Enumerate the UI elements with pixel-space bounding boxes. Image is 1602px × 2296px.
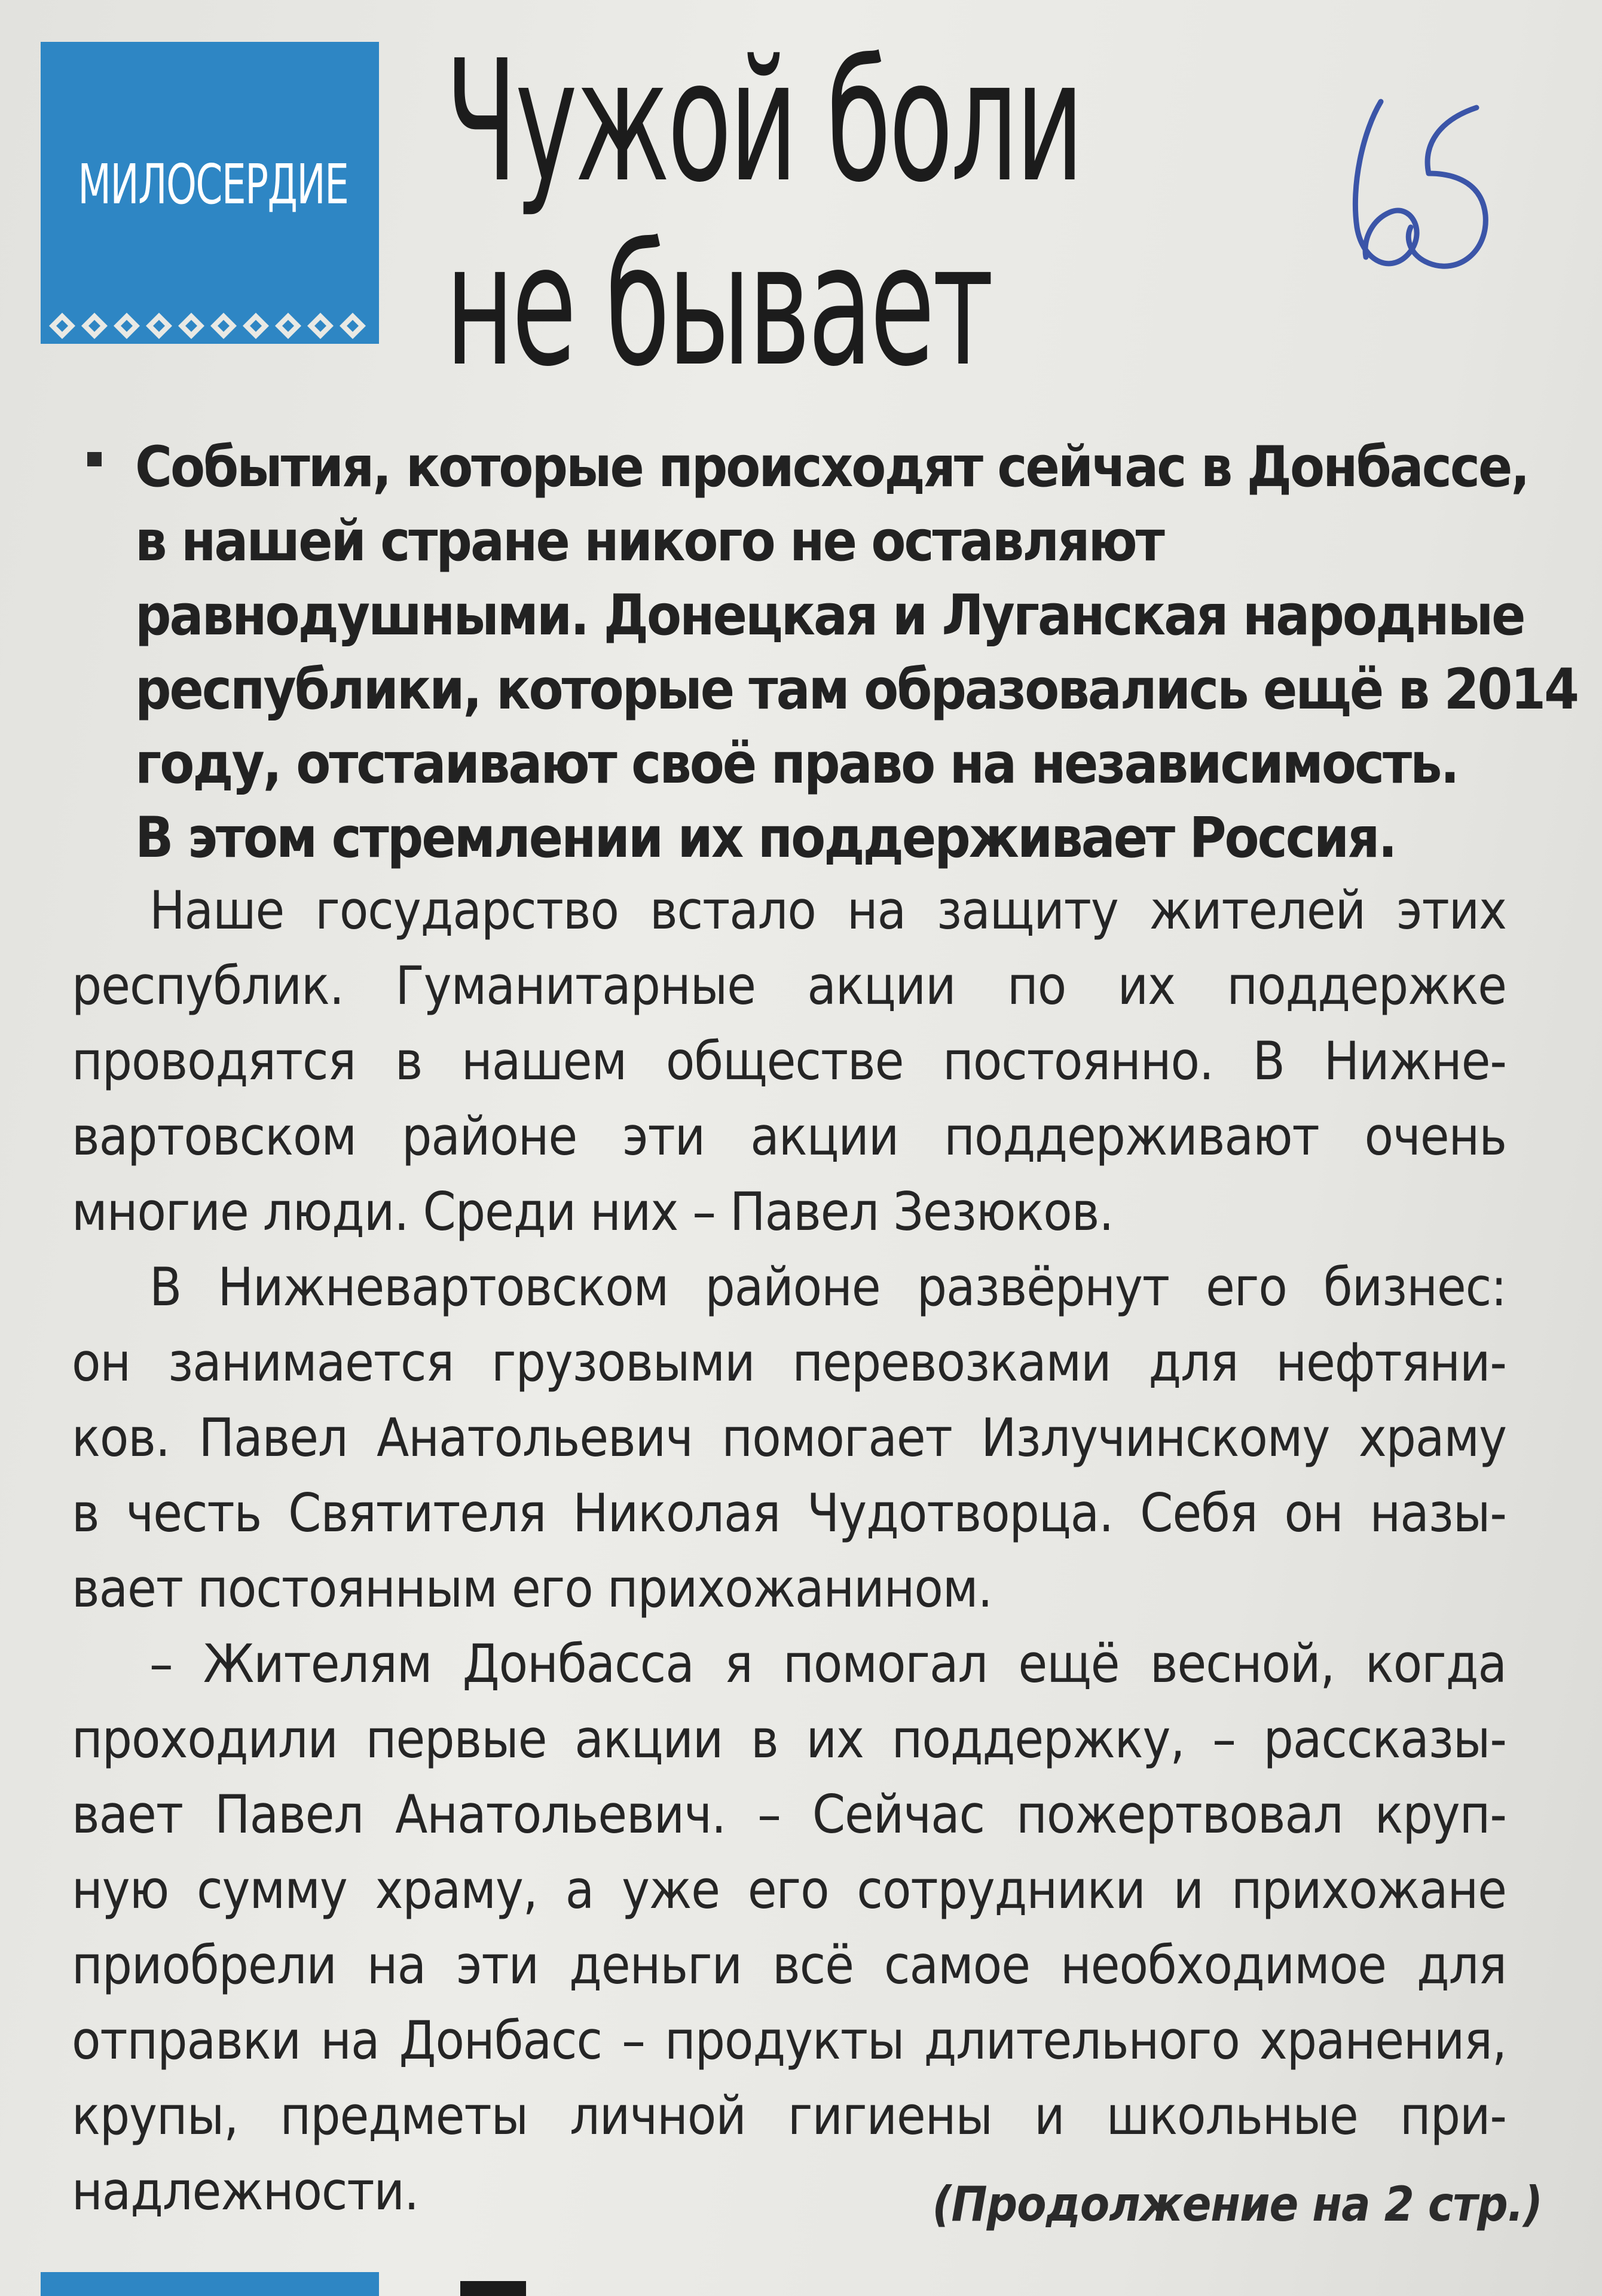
body-line: отправки на Донбасс – продукты длительного хранения,	[72, 2010, 1506, 2071]
body-line: – Жителям Донбасса я помогал ещё весной, когда	[149, 1633, 1506, 1694]
next-headline-edge	[460, 2281, 526, 2296]
lead-line: в нашей стране никого не оставляют	[135, 509, 1163, 574]
article-body	[72, 873, 1506, 2229]
body-line: проходили первые акции в их поддержку, – рассказы-	[72, 1708, 1506, 1770]
headline-line-2: не бывает	[445, 209, 992, 404]
next-rubric-edge	[41, 2272, 379, 2296]
lead-line: году, отстаивают своё право на независимость.	[135, 731, 1458, 796]
body-paragraph-1	[72, 873, 1506, 1250]
body-line: ков. Павел Анатольевич помогает Излучинскому храму	[72, 1407, 1506, 1468]
body-line: в честь Святителя Николая Чудотворца. Себя он назы-	[72, 1482, 1506, 1544]
headline-line-1: Чужой боли	[445, 25, 1082, 219]
body-line: вает Павел Анатольевич. – Сейчас пожертвовал круп-	[72, 1784, 1506, 1845]
body-line: проводятся в нашем обществе постоянно. В Нижне-	[72, 1030, 1506, 1092]
rubric-ornament-icon	[49, 308, 371, 344]
headline	[445, 25, 1082, 404]
continuation-note: (Продолжение на 2 стр.)	[932, 2176, 1542, 2232]
body-line: ную сумму храму, а уже его сотрудники и прихожане	[72, 1859, 1506, 1921]
body-line: надлежности.	[72, 2160, 419, 2222]
rubric-label: МИЛОСЕРДИЕ	[78, 152, 348, 216]
body-line: республик. Гуманитарные акции по их поддержке	[72, 955, 1506, 1016]
body-line: Наше государство встало на защиту жителей этих	[149, 880, 1506, 941]
body-line: В Нижневартовском районе развёрнут его бизнес:	[149, 1256, 1506, 1318]
body-line: он занимается грузовыми перевозками для нефтяни-	[72, 1332, 1506, 1393]
body-line: вает постоянным его прихожанином.	[72, 1558, 992, 1619]
lead-line: В этом стремлении их поддерживает Россия.	[135, 805, 1396, 871]
body-line: крупы, предметы личной гигиены и школьные при-	[72, 2085, 1506, 2147]
lead-line: События, которые происходят сейчас в Донбассе,	[135, 435, 1528, 500]
lead-line: равнодушными. Донецкая и Луганская народные	[135, 583, 1524, 648]
body-line: приобрели на эти деньги всё самое необходимое для	[72, 1934, 1506, 1996]
lead-paragraph	[90, 430, 1577, 875]
body-paragraph-2	[72, 1250, 1506, 1626]
body-paragraph-3	[72, 1626, 1506, 2229]
lead-bullet-icon	[87, 452, 102, 466]
body-line: вартовском районе эти акции поддерживают очень	[72, 1106, 1506, 1167]
body-line: многие люди. Среди них – Павел Зезюков.	[72, 1181, 1114, 1242]
rubric-block	[41, 42, 379, 344]
lead-line: республики, которые там образовались ещё в 2014	[135, 657, 1577, 722]
handwritten-page-mark	[1339, 84, 1518, 347]
